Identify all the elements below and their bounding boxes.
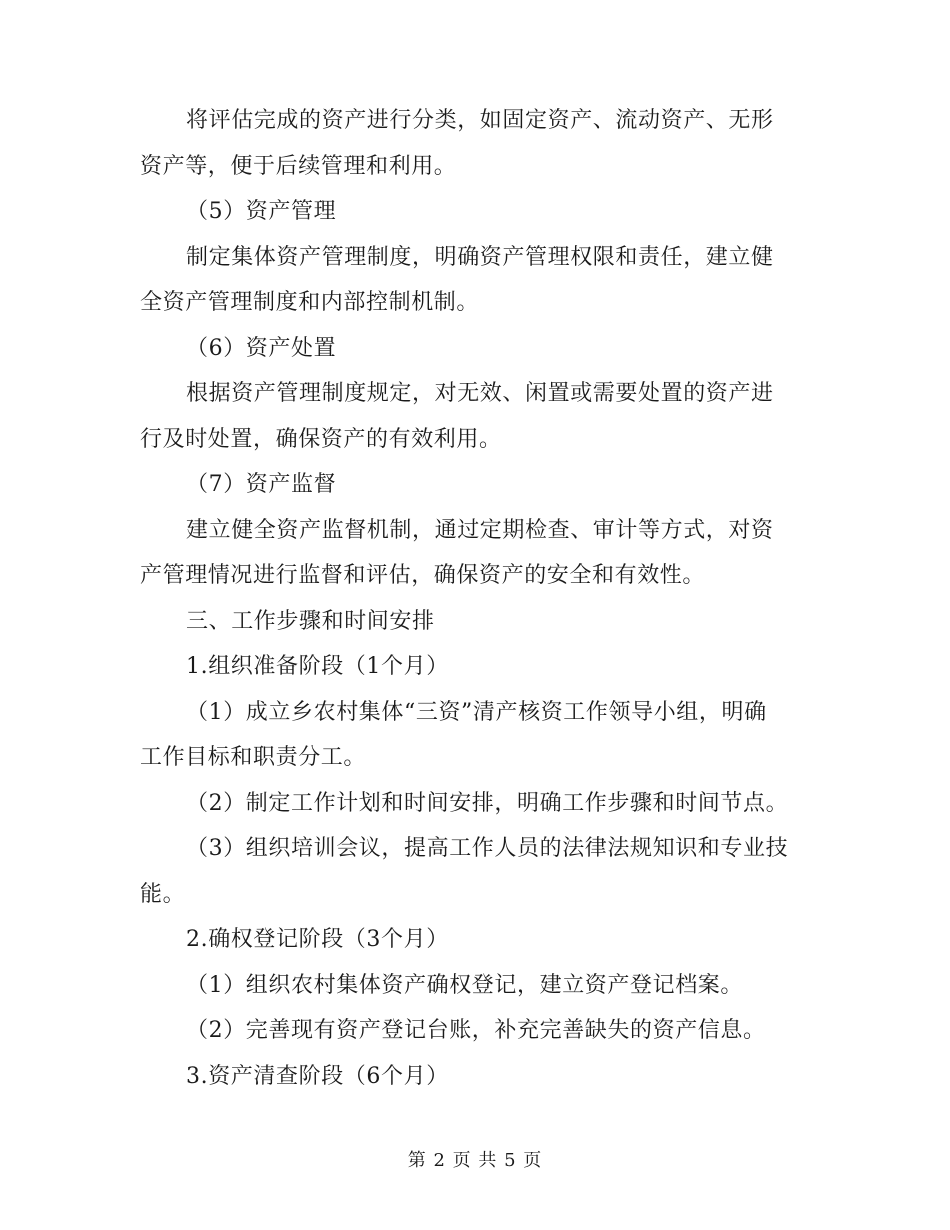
page-number-footer: 第 2 页 共 5 页 xyxy=(407,1150,543,1171)
text-line-8: 行及时处置，确保资产的有效利用。 xyxy=(140,426,502,452)
text-line-16: （2）制定工作计划和时间安排，明确工作步骤和时间节点。 xyxy=(186,790,789,816)
text-line-7: 根据资产管理制度规定，对无效、闲置或需要处置的资产进 xyxy=(186,381,774,406)
text-line-5: 全资产管理制度和内部控制机制。 xyxy=(140,290,480,315)
text-line-1: 将评估完成的资产进行分类，如固定资产、流动资产、无形 xyxy=(186,108,774,133)
phase-heading-1: 1.组织准备阶段（1个月） xyxy=(186,654,449,679)
text-line-15: 工作目标和职责分工。 xyxy=(140,745,367,770)
text-line-14: （1）成立乡农村集体“三资”清产核资工作领导小组，明确 xyxy=(186,699,767,725)
phase-heading-3: 3.资产清查阶段（6个月） xyxy=(186,1063,449,1089)
text-line-20: （1）组织农村集体资产确权登记，建立资产登记档案。 xyxy=(186,972,743,998)
section-heading-6: （6）资产处置 xyxy=(186,335,337,361)
text-line-17: （3）组织培训会议，提高工作人员的法律法规知识和专业技 xyxy=(186,836,789,861)
text-line-4: 制定集体资产管理制度，明确资产管理权限和责任，建立健 xyxy=(186,244,774,270)
text-line-21: （2）完善现有资产登记台账，补充完善缺失的资产信息。 xyxy=(186,1018,766,1043)
text-line-2: 资产等，便于后续管理和利用。 xyxy=(140,153,457,179)
section-heading-7: （7）资产监督 xyxy=(186,472,337,497)
section-heading-5: （5）资产管理 xyxy=(186,199,337,224)
chapter-heading-3: 三、工作步骤和时间安排 xyxy=(186,608,435,634)
text-line-10: 建立健全资产监督机制，通过定期检查、审计等方式，对资 xyxy=(186,517,774,543)
document-body xyxy=(140,98,810,1099)
phase-heading-2: 2.确权登记阶段（3个月） xyxy=(186,927,449,952)
text-line-18: 能。 xyxy=(140,881,186,907)
text-line-11: 产管理情况进行监督和评估，确保资产的安全和有效性。 xyxy=(140,563,706,588)
